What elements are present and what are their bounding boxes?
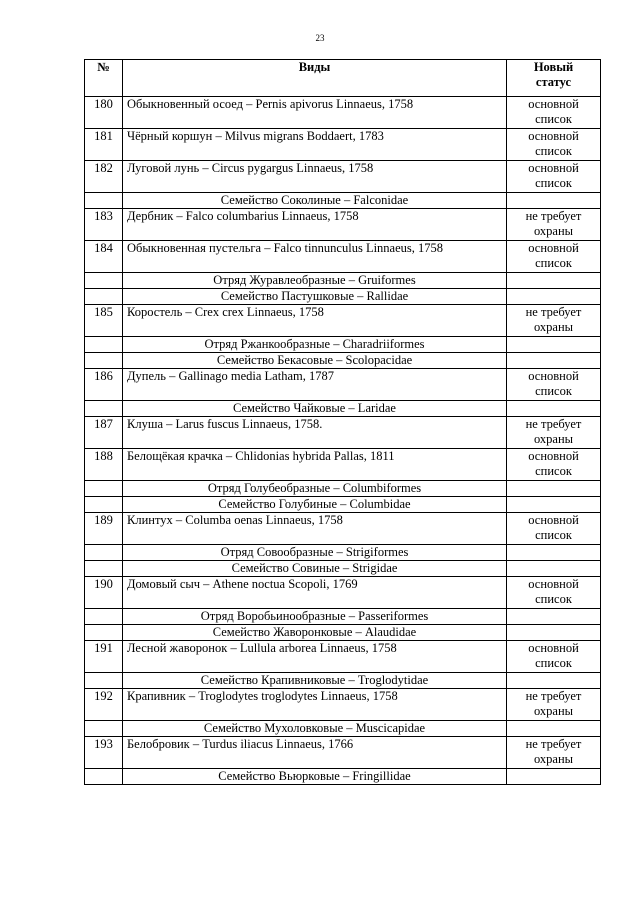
empty-cell: [85, 481, 123, 497]
empty-cell: [507, 273, 601, 289]
taxon-group-row: [85, 273, 601, 289]
species-name: Крапивник – Troglodytes troglodytes Linnaeus, 1758: [123, 689, 507, 721]
species-row: [85, 689, 601, 721]
species-number: 188: [85, 449, 123, 481]
species-name: Домовый сыч – Athene noctua Scopoli, 1769: [123, 577, 507, 609]
taxon-group-title: Семейство Вьюрковые – Fringillidae: [123, 769, 507, 785]
species-row: [85, 369, 601, 401]
empty-cell: [507, 353, 601, 369]
species-status: [507, 241, 601, 273]
header-species: Виды: [123, 60, 507, 97]
taxon-group-title: Семейство Совиные – Strigidae: [123, 561, 507, 577]
empty-cell: [507, 289, 601, 305]
species-status: [507, 305, 601, 337]
empty-cell: [507, 497, 601, 513]
status-line1: не требует: [525, 417, 582, 431]
taxon-group-title: Семейство Крапивниковые – Troglodytidae: [123, 673, 507, 689]
species-row: [85, 209, 601, 241]
status-line2: охраны: [533, 704, 574, 718]
species-number: 180: [85, 97, 123, 129]
species-number: 189: [85, 513, 123, 545]
species-status: [507, 641, 601, 673]
status-line2: охраны: [533, 432, 574, 446]
species-number: 185: [85, 305, 123, 337]
species-row: [85, 577, 601, 609]
taxon-group-row: [85, 193, 601, 209]
species-name: Белобровик – Turdus iliacus Linnaeus, 1766: [123, 737, 507, 769]
species-name: Клинтух – Columba oenas Linnaeus, 1758: [123, 513, 507, 545]
empty-cell: [507, 337, 601, 353]
taxon-group-row: [85, 721, 601, 737]
status-line2: список: [535, 592, 572, 606]
species-number: 183: [85, 209, 123, 241]
taxon-group-row: [85, 497, 601, 513]
species-number: 187: [85, 417, 123, 449]
status-line1: основной: [528, 129, 579, 143]
table-header-row: [85, 60, 601, 97]
empty-cell: [507, 193, 601, 209]
species-name: Белощёкая крачка – Chlidonias hybrida Pallas, 1811: [123, 449, 507, 481]
species-status: [507, 513, 601, 545]
status-line1: основной: [528, 97, 579, 111]
species-number: 191: [85, 641, 123, 673]
status-line2: охраны: [533, 320, 574, 334]
taxon-group-title: Семейство Мухоловковые – Muscicapidae: [123, 721, 507, 737]
header-status-line2: статус: [535, 75, 572, 89]
species-status: [507, 449, 601, 481]
taxon-group-title: Отряд Ржанкообразные – Charadriiformes: [123, 337, 507, 353]
empty-cell: [507, 721, 601, 737]
taxon-group-title: Семейство Соколиные – Falconidae: [123, 193, 507, 209]
species-number: 192: [85, 689, 123, 721]
taxon-group-title: Семейство Голубиные – Columbidae: [123, 497, 507, 513]
status-line2: список: [535, 112, 572, 126]
empty-cell: [85, 721, 123, 737]
species-number: 182: [85, 161, 123, 193]
empty-cell: [85, 561, 123, 577]
taxon-group-title: Отряд Голубеобразные – Columbiformes: [123, 481, 507, 497]
taxon-group-row: [85, 625, 601, 641]
species-row: [85, 513, 601, 545]
species-row: [85, 417, 601, 449]
empty-cell: [507, 545, 601, 561]
empty-cell: [507, 625, 601, 641]
page-number: 23: [315, 33, 325, 43]
taxon-group-row: [85, 337, 601, 353]
species-row: [85, 641, 601, 673]
empty-cell: [507, 401, 601, 417]
taxon-group-row: [85, 769, 601, 785]
status-line2: охраны: [533, 224, 574, 238]
species-name: Клуша – Larus fuscus Linnaeus, 1758.: [123, 417, 507, 449]
status-line1: основной: [528, 513, 579, 527]
species-status: [507, 209, 601, 241]
species-name: Обыкновенный осоед – Pernis apivorus Linnaeus, 1758: [123, 97, 507, 129]
taxon-group-title: Семейство Бекасовые – Scolopacidae: [123, 353, 507, 369]
species-status: [507, 737, 601, 769]
status-line2: список: [535, 176, 572, 190]
species-number: 181: [85, 129, 123, 161]
empty-cell: [85, 353, 123, 369]
empty-cell: [85, 609, 123, 625]
species-number: 184: [85, 241, 123, 273]
empty-cell: [85, 497, 123, 513]
taxon-group-title: Отряд Совообразные – Strigiformes: [123, 545, 507, 561]
status-line1: не требует: [525, 305, 582, 319]
taxon-group-row: [85, 609, 601, 625]
species-name: Коростель – Crex crex Linnaeus, 1758: [123, 305, 507, 337]
species-status: [507, 689, 601, 721]
taxon-group-row: [85, 353, 601, 369]
empty-cell: [85, 193, 123, 209]
empty-cell: [85, 545, 123, 561]
species-row: [85, 449, 601, 481]
species-number: 186: [85, 369, 123, 401]
taxon-group-title: Отряд Журавлеобразные – Gruiformes: [123, 273, 507, 289]
taxon-group-row: [85, 481, 601, 497]
header-number: №: [85, 60, 123, 97]
status-line2: список: [535, 656, 572, 670]
taxon-group-row: [85, 673, 601, 689]
status-line1: не требует: [525, 689, 582, 703]
status-line1: основной: [528, 241, 579, 255]
species-row: [85, 305, 601, 337]
status-line1: основной: [528, 369, 579, 383]
species-name: Обыкновенная пустельга – Falco tinnunculus Linnaeus, 1758: [123, 241, 507, 273]
species-name: Чёрный коршун – Milvus migrans Boddaert, 1783: [123, 129, 507, 161]
taxon-group-title: Семейство Пастушковые – Rallidae: [123, 289, 507, 305]
empty-cell: [85, 769, 123, 785]
species-row: [85, 97, 601, 129]
empty-cell: [507, 609, 601, 625]
species-row: [85, 241, 601, 273]
status-line1: не требует: [525, 737, 582, 751]
species-number: 193: [85, 737, 123, 769]
species-table: [84, 59, 601, 785]
species-row: [85, 737, 601, 769]
species-name: Луговой лунь – Circus pygargus Linnaeus, 1758: [123, 161, 507, 193]
empty-cell: [85, 273, 123, 289]
species-status: [507, 161, 601, 193]
species-name: Лесной жаворонок – Lullula arborea Linnaeus, 1758: [123, 641, 507, 673]
status-line2: список: [535, 464, 572, 478]
empty-cell: [507, 481, 601, 497]
species-row: [85, 161, 601, 193]
header-status-line1: Новый: [533, 60, 574, 74]
taxon-group-title: Семейство Чайковые – Laridae: [123, 401, 507, 417]
species-status: [507, 577, 601, 609]
empty-cell: [507, 769, 601, 785]
taxon-group-row: [85, 545, 601, 561]
status-line1: основной: [528, 449, 579, 463]
status-line1: основной: [528, 641, 579, 655]
empty-cell: [507, 673, 601, 689]
empty-cell: [85, 401, 123, 417]
species-status: [507, 97, 601, 129]
empty-cell: [507, 561, 601, 577]
species-status: [507, 369, 601, 401]
taxon-group-title: Отряд Воробьинообразные – Passeriformes: [123, 609, 507, 625]
taxon-group-row: [85, 561, 601, 577]
species-status: [507, 129, 601, 161]
species-row: [85, 129, 601, 161]
header-new-status: [507, 60, 601, 97]
status-line2: список: [535, 256, 572, 270]
table-body: [85, 97, 601, 785]
status-line1: не требует: [525, 209, 582, 223]
taxon-group-title: Семейство Жаворонковые – Alaudidae: [123, 625, 507, 641]
empty-cell: [85, 673, 123, 689]
empty-cell: [85, 337, 123, 353]
species-status: [507, 417, 601, 449]
status-line2: список: [535, 144, 572, 158]
status-line2: охраны: [533, 752, 574, 766]
species-name: Дербник – Falco columbarius Linnaeus, 1758: [123, 209, 507, 241]
species-name: Дупель – Gallinago media Latham, 1787: [123, 369, 507, 401]
status-line1: основной: [528, 577, 579, 591]
taxon-group-row: [85, 401, 601, 417]
status-line2: список: [535, 528, 572, 542]
status-line2: список: [535, 384, 572, 398]
taxon-group-row: [85, 289, 601, 305]
empty-cell: [85, 289, 123, 305]
status-line1: основной: [528, 161, 579, 175]
species-number: 190: [85, 577, 123, 609]
empty-cell: [85, 625, 123, 641]
